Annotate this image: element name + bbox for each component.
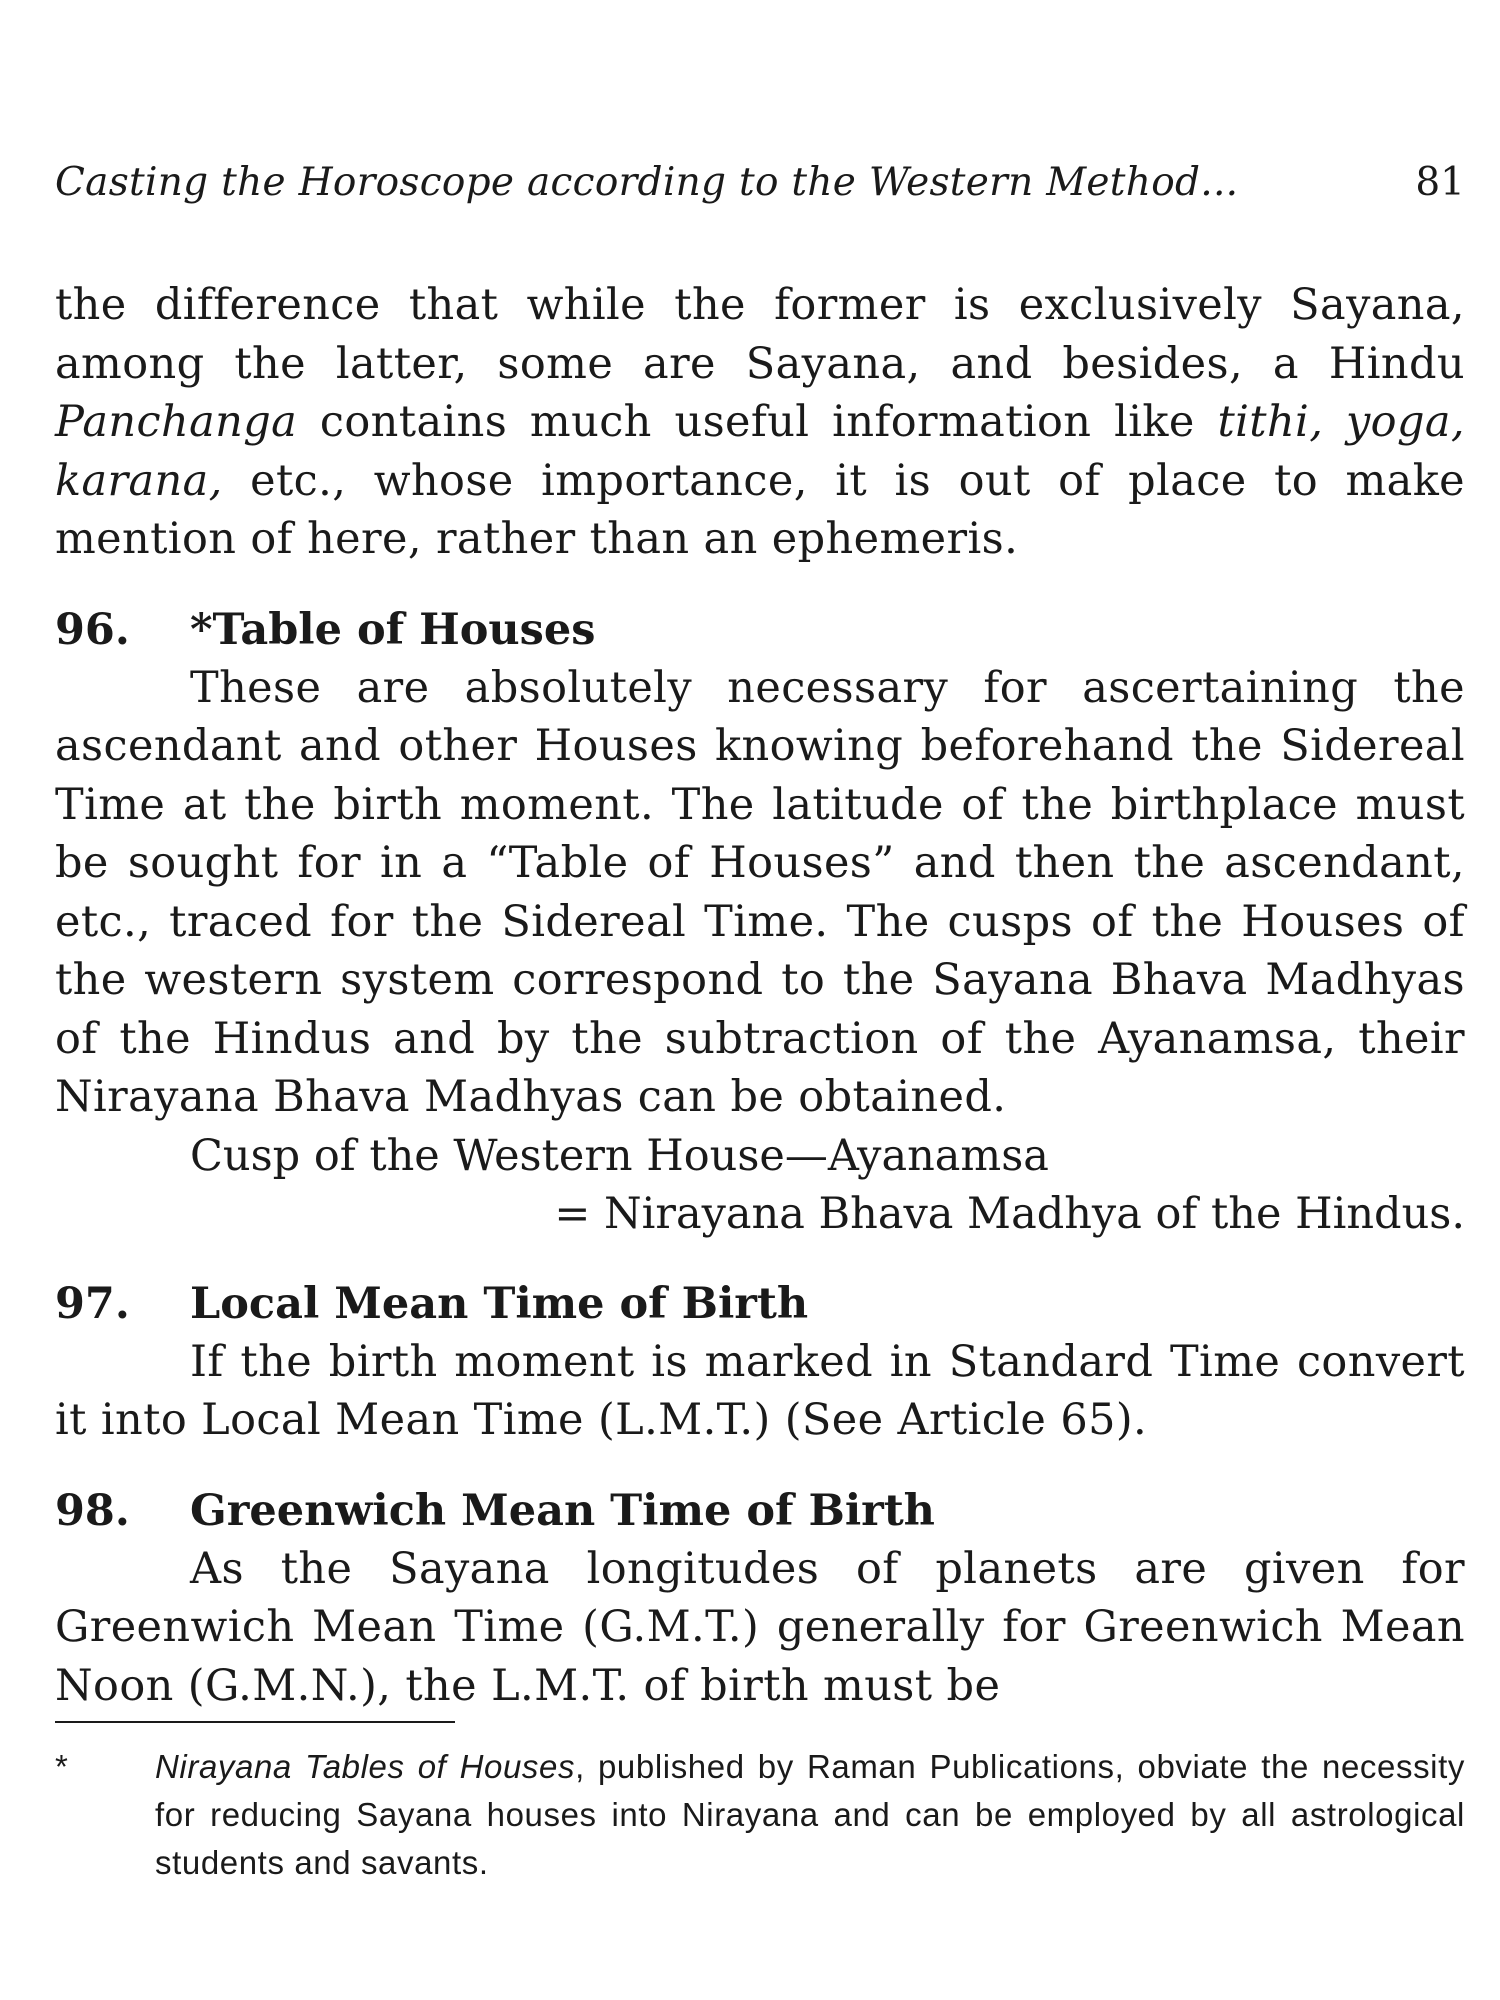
formula-line-2: = Nirayana Bhava Madhya of the Hindus.: [554, 1188, 1465, 1239]
yoga-karana-term: yoga, karana,: [55, 397, 1465, 506]
running-header-title: Casting the Horoscope according to the Western Method...: [55, 160, 1239, 205]
section-96-title: *Table of Houses: [190, 604, 596, 655]
section-98-body: As the Sayana longitudes of planets are given for Greenwich Mean Time (G.M.T.) generally for Greenwich Mean Noon (G.M.N.), the L.M.T. of birth must be: [55, 1543, 1465, 1711]
section-98-title: Greenwich Mean Time of Birth: [190, 1485, 935, 1536]
tithi-term: tithi,: [1217, 397, 1324, 447]
running-header: [55, 150, 1465, 216]
section-98-heading: [55, 1482, 1465, 1540]
opening-text-3: [1323, 397, 1346, 447]
footnote-italic-title: Nirayana Tables of Houses: [155, 1748, 576, 1785]
section-97-heading: [55, 1275, 1465, 1333]
page-number: 81: [1415, 160, 1465, 205]
footnote-rule: [55, 1721, 455, 1723]
opening-text-1: the difference that while the former is exclusively Sayana, among the latter, some are Sayana, and besides, a Hindu: [55, 280, 1465, 389]
panchanga-term: Panchanga: [55, 397, 298, 447]
section-97-number: 97.: [55, 1278, 130, 1329]
opening-paragraph: [55, 276, 1465, 569]
footnote-text: [155, 1743, 1465, 1887]
opening-text-2: contains much useful information like: [297, 397, 1218, 447]
section-97-body: If the birth moment is marked in Standard Time convert it into Local Mean Time (L.M.T.) (See Article 65).: [55, 1336, 1465, 1445]
footnote: [55, 1743, 1465, 1887]
section-97-title: Local Mean Time of Birth: [190, 1278, 809, 1329]
section-98-number: 98.: [55, 1485, 130, 1536]
opening-text-4: etc., whose importance, it is out of place to make mention of here, rather than an ephemeris.: [55, 455, 1465, 564]
section-96-number: 96.: [55, 604, 130, 655]
footnote-body: , published by Raman Publications, obviate the necessity for reducing Sayana houses into Nirayana and can be employed by all astrological students and savants.: [155, 1748, 1465, 1881]
section-96-heading: [55, 601, 1465, 659]
section-96-body: These are absolutely necessary for ascertaining the ascendant and other Houses knowing beforehand the Sidereal Time at the birth moment. The latitude of the birthplace must be sought for in a “Table of Houses” and then the ascendant, etc., traced for the Sidereal Time. The cusps of the Houses of the western system correspond to the Sayana Bhava Madhyas of the Hindus and by the subtraction of the Ayanamsa, their Nirayana Bhava Madhyas can be obtained.: [55, 662, 1465, 1122]
formula-line-1: Cusp of the Western House—Ayanamsa: [190, 1130, 1049, 1181]
footnote-mark: *: [55, 1748, 68, 1785]
page-content: [55, 150, 1465, 1887]
